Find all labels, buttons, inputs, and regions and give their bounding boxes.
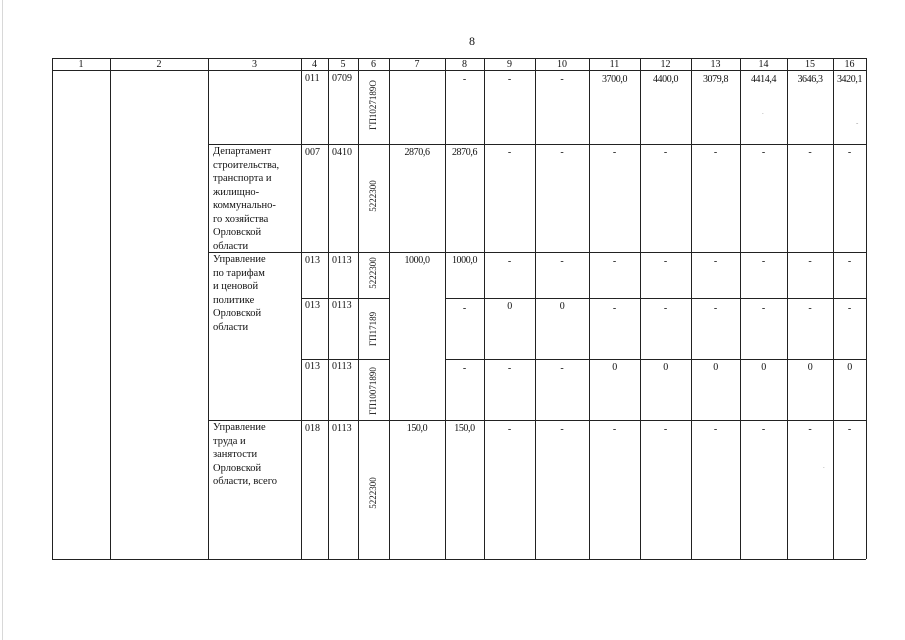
col-header-16: 16 (844, 59, 855, 70)
row4-c13: - (713, 424, 718, 435)
col-header-5: 5 (340, 59, 346, 70)
col-header-6: 6 (371, 59, 376, 70)
dept-construction: Департамент строительства, транспорта и жилищно- коммунально- го хозяйства Орловской области (213, 146, 280, 252)
row3b-c15: - (808, 303, 812, 314)
row2-code: 007 (305, 147, 320, 158)
row3c-code: 013 (305, 361, 320, 372)
dept-tariffs: Управление по тарифам и ценовой политике Орловской области (213, 254, 266, 333)
col-header-13: 13 (710, 59, 721, 70)
row3b-section: 0113 (332, 300, 352, 311)
row3b-c11: - (612, 303, 617, 314)
row4-c16: - (847, 424, 852, 435)
col-header-7: 7 (414, 59, 420, 70)
row4-col8: 150,0 (454, 423, 475, 434)
row2-c9: - (507, 147, 512, 158)
row3a-col7: 1000,0 (404, 255, 430, 266)
row2-col7: 2870,6 (404, 147, 430, 158)
row3c-c12: 0 (663, 362, 668, 373)
row2-target: 5222300 (368, 180, 378, 212)
row3b-code: 013 (305, 300, 320, 311)
row3c-col8: - (462, 363, 467, 374)
row4-c9: - (507, 424, 512, 435)
row1-section: 0709 (332, 73, 352, 84)
row3c-c13: 0 (713, 362, 718, 373)
row3a-code: 013 (305, 255, 320, 266)
page-number: 8 (469, 34, 475, 48)
row3a-c12: - (663, 256, 668, 267)
col-header-12: 12 (660, 59, 671, 70)
row3c-c15: 0 (807, 362, 813, 373)
row3c-c14: 0 (761, 362, 766, 373)
row3a-c10: - (560, 256, 564, 267)
row1-c12: 4400,0 (652, 74, 679, 85)
row3b-c10: 0 (559, 301, 565, 312)
row1-c10: - (560, 74, 564, 85)
row3b-c9: 0 (507, 301, 512, 312)
row3b-c14: - (761, 303, 766, 314)
row3c-c9: - (507, 363, 512, 374)
row2-col8: 2870,6 (451, 147, 478, 158)
row3b-col8: - (462, 303, 467, 314)
col-header-15: 15 (805, 59, 815, 70)
row4-c10: - (560, 424, 564, 435)
row1-c15: 3646,3 (797, 74, 823, 85)
col-header-8: 8 (462, 59, 467, 70)
row4-c12: - (663, 424, 668, 435)
row3a-c11: - (612, 256, 617, 267)
row3a-section: 0113 (332, 255, 352, 266)
row2-c14: - (761, 147, 766, 158)
budget-table: 1 2 3 4 5 6 7 8 9 10 11 12 13 14 15 16 011 0709 ГП1027189О - - - 3700,0 4400,0 3079,8 4414,4 3646,3 3420,1 . - Департамент строительства, транспорта и жилищно- коммунально- го хозяйства Орловской области 007 0410 5222300 2870,6 2870,6 - - - - - - - - Управление по тарифам и ценовой политике Орловской области 013 0113 5222300 1000,0 1000,0 - - - - - - - - 013 0113 ГП17189 - 0 0 - - - - - - 013 0113 ГП10071890 - - - 0 0 0 0 0 0 Управление труда и занятости Орловской области, всего 018 0113 5222300 150,0 150,0 - - - - - - - - . (0, 0, 905, 640)
row2-c10: - (560, 147, 564, 158)
row4-code: 018 (305, 423, 320, 434)
row3a-c9: - (507, 256, 512, 267)
row4-c15: - (808, 424, 812, 435)
row4-col7: 150,0 (406, 423, 428, 434)
row4-section: 0113 (332, 423, 352, 434)
row3c-c16: 0 (847, 362, 852, 373)
col-header-14: 14 (758, 59, 769, 70)
row1-c14: 4414,4 (750, 74, 777, 85)
col-header-11: 11 (609, 59, 620, 70)
dept-labor: Управление труда и занятости Орловской области, всего (213, 422, 277, 487)
row2-c15: - (808, 147, 812, 158)
col-header-10: 10 (557, 59, 567, 70)
row3a-c14: - (761, 256, 766, 267)
row3c-target: ГП10071890 (368, 367, 378, 415)
row3c-c11: 0 (612, 362, 617, 373)
row1-target: ГП1027189О (368, 80, 378, 130)
row3a-col8: 1000,0 (451, 255, 478, 266)
row1-c13: 3079,8 (702, 74, 729, 85)
row4-c11: - (612, 424, 617, 435)
col-header-3: 3 (252, 59, 257, 70)
row3b-c16: - (847, 303, 852, 314)
row3b-target: ГП17189 (368, 311, 378, 347)
row3c-c10: - (560, 363, 564, 374)
row3a-target: 5222300 (368, 257, 378, 289)
row2-c13: - (713, 147, 718, 158)
row2-section: 0410 (332, 147, 352, 158)
row1-code: 011 (305, 73, 320, 84)
col-header-2: 2 (156, 59, 162, 70)
row4-c14: - (761, 424, 766, 435)
col-header-9: 9 (507, 59, 512, 70)
row1-c16: 3420,1 (836, 74, 863, 85)
row2-c11: - (612, 147, 617, 158)
row1-c9: - (507, 74, 512, 85)
col-header-4: 4 (312, 59, 317, 70)
row1-c11: 3700,0 (601, 74, 628, 85)
row4-target: 5222300 (368, 477, 378, 509)
row2-c16: - (847, 147, 852, 158)
row3c-section: 0113 (332, 361, 352, 372)
row3a-c15: - (808, 256, 812, 267)
row2-c12: - (663, 147, 668, 158)
col-header-1: 1 (78, 59, 84, 70)
row3b-c12: - (663, 303, 668, 314)
row3a-c13: - (713, 256, 718, 267)
row3b-c13: - (713, 303, 718, 314)
row3a-c16: - (847, 256, 852, 267)
row1-col8: - (462, 74, 467, 85)
